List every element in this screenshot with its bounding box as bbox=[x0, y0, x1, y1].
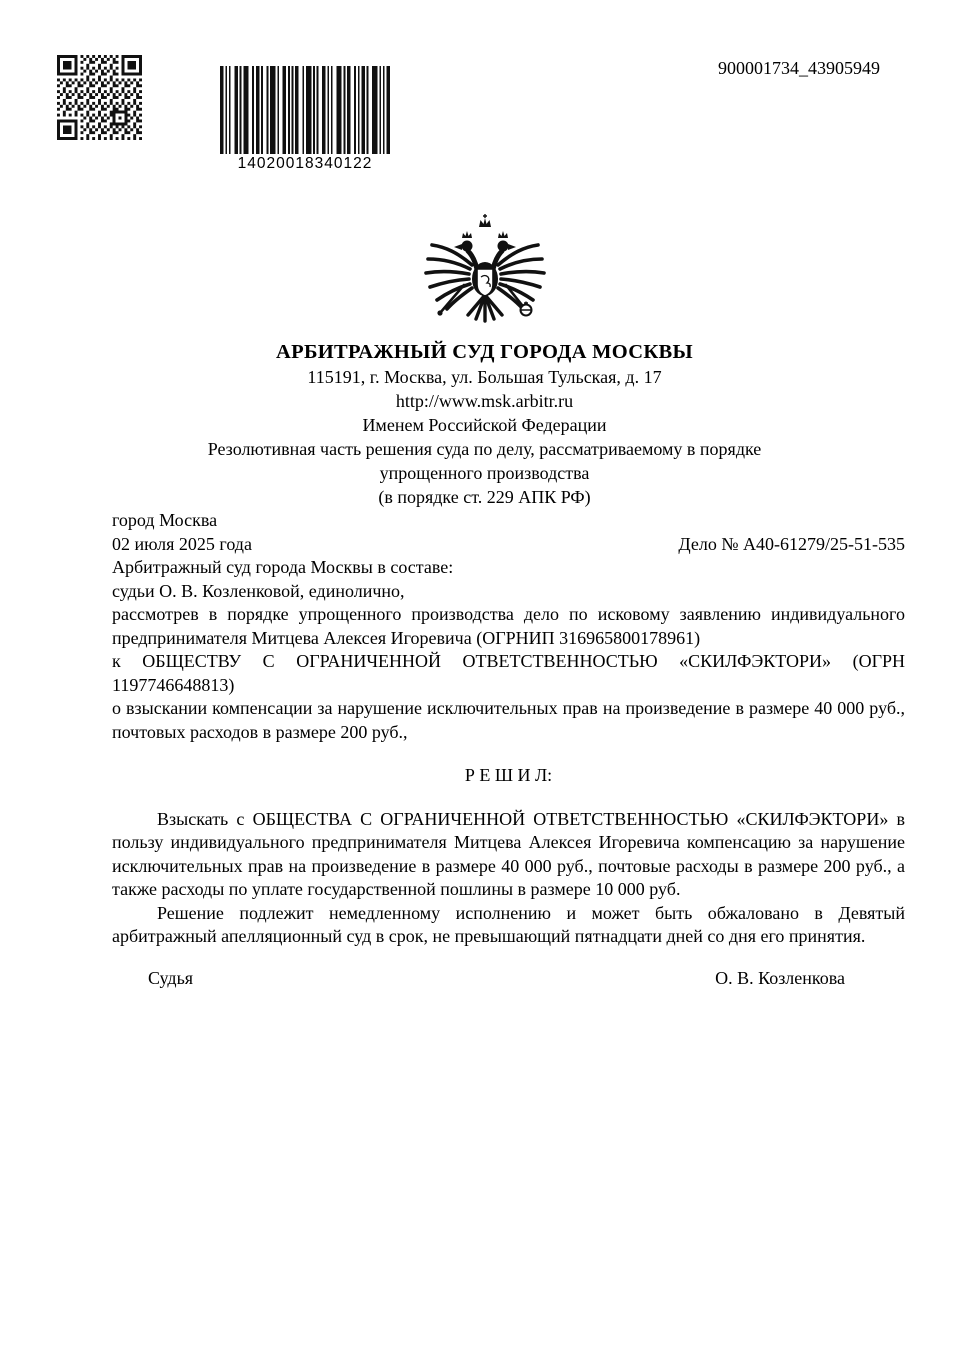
signature-row bbox=[112, 967, 905, 991]
case-date: 02 июля 2025 года bbox=[112, 533, 252, 554]
ruling-paragraph-2: Решение подлежит немедленному исполнению и может быть обжаловано в Девятый арбитражный апелляционный суд в срок, не превышающий пятнадцати дней со дня его принятия. bbox=[112, 902, 905, 946]
ruling-heading: Р Е Ш И Л: bbox=[464, 765, 553, 785]
doc-title-line3: (в порядке ст. 229 АПК РФ) bbox=[378, 487, 591, 507]
barcode-block bbox=[220, 66, 390, 172]
barcode-icon bbox=[220, 66, 390, 154]
ruling-paragraph-1: Взыскать с ОБЩЕСТВА С ОГРАНИЧЕННОЙ ОТВЕТСТВЕННОСТЬЮ «СКИЛФЭКТОРИ» в пользу индивидуального предпринимателя Митцева Алексея Игоревича компенсацию за нарушение исключительных прав на произведение в размере 40 000 руб., почтовые расходы в размере 200 руб., а также расходы по уплате государственной пошлины в размере 10 000 руб. bbox=[112, 808, 905, 899]
court-address: 115191, г. Москва, ул. Большая Тульская, д. 17 bbox=[307, 367, 662, 387]
document-id: 900001734_43905949 bbox=[718, 58, 880, 78]
russia-coat-of-arms-icon bbox=[420, 213, 550, 331]
court-composition-line: Арбитражный суд города Москвы в составе: bbox=[112, 557, 454, 577]
claim-subject-paragraph: о взыскании компенсации за нарушение исключительных прав на произведение в размере 40 000 руб., почтовых расходов в размере 200 руб., bbox=[112, 698, 905, 742]
qr-code-icon bbox=[57, 55, 142, 140]
in-the-name-line: Именем Российской Федерации bbox=[362, 415, 607, 435]
date-case-row bbox=[112, 533, 905, 557]
defendant-paragraph: к ОБЩЕСТВУ С ОГРАНИЧЕННОЙ ОТВЕТСТВЕННОСТЬЮ «СКИЛФЭКТОРИ» (ОГРН 1197746648813) bbox=[112, 651, 905, 695]
case-number: Дело № А40-61279/25-51-535 bbox=[678, 533, 905, 554]
doc-title-line1: Резолютивная часть решения суда по делу, рассматриваемому в порядке bbox=[207, 439, 762, 459]
case-city: город Москва bbox=[112, 510, 218, 530]
emblem-wrap bbox=[0, 213, 969, 331]
court-name: АРБИТРАЖНЫЙ СУД ГОРОДА МОСКВЫ bbox=[276, 341, 693, 363]
claimant-paragraph: рассмотрев в порядке упрощенного производства дело по исковому заявлению индивидуального предпринимателя Митцева Алексея Игоревича (ОГРНИП 316965800178961) bbox=[112, 604, 905, 648]
doc-title-line2: упрощенного производства bbox=[379, 463, 590, 483]
document-body bbox=[0, 509, 969, 990]
signature-name: О. В. Козленкова bbox=[715, 967, 845, 988]
document-header bbox=[0, 339, 969, 509]
signature-role: Судья bbox=[148, 967, 194, 988]
barcode-number: 14020018340122 bbox=[237, 155, 373, 172]
judge-line: судьи О. В. Козленковой, единолично, bbox=[112, 580, 405, 601]
document-top-band bbox=[0, 0, 969, 213]
court-website: http://www.msk.arbitr.ru bbox=[395, 391, 574, 411]
